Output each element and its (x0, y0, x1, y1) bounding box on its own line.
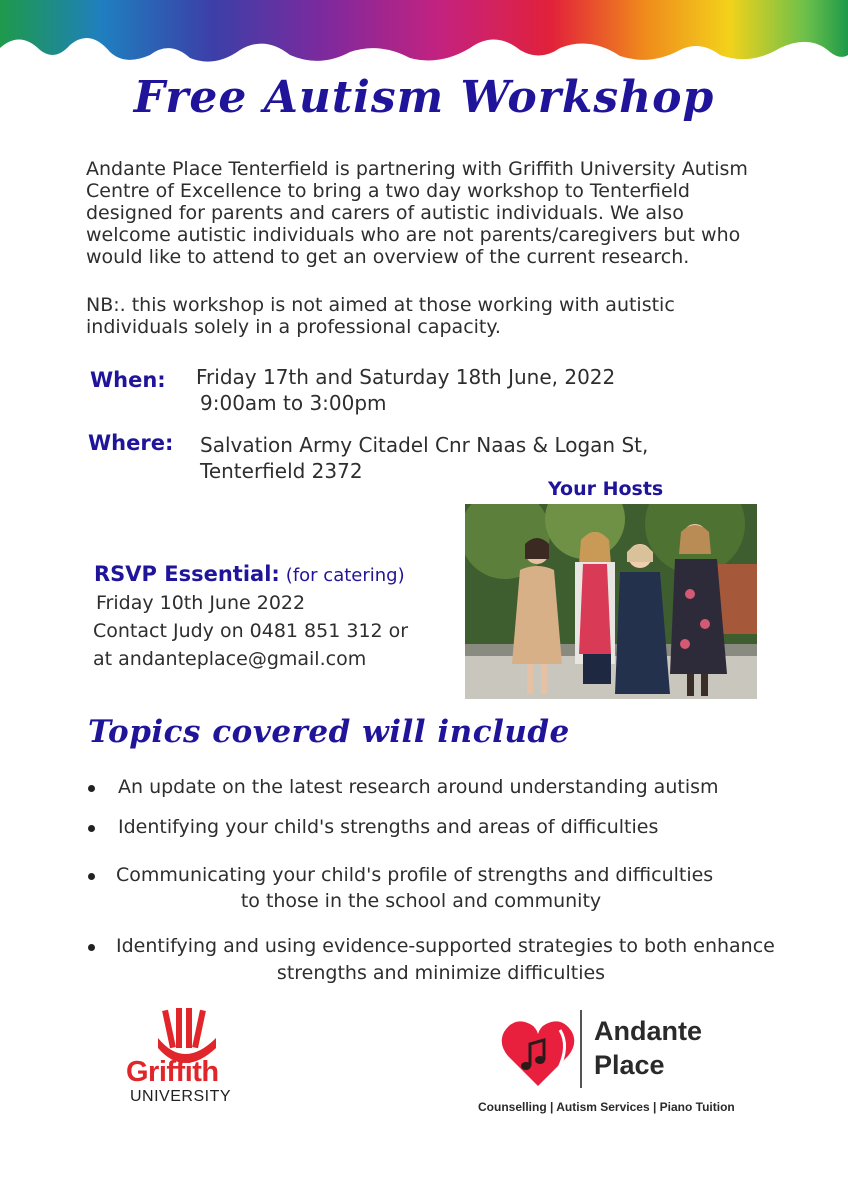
bullet-icon (88, 825, 95, 832)
where-town: Tenterfield 2372 (200, 459, 363, 483)
bullet-icon (88, 944, 95, 951)
rsvp-contact: Contact Judy on 0481 851 312 or (93, 620, 409, 642)
topic-item: An update on the latest research around understanding autism (118, 776, 719, 798)
topic-item: Identifying and using evidence-supported strategies to both enhance (116, 935, 775, 957)
note-line: NB:. this workshop is not aimed at those working with autistic (86, 294, 675, 316)
topic-item-continued: strengths and minimize difficulties (276, 962, 606, 984)
andante-wordmark-line2: Place (594, 1050, 665, 1080)
bullet-icon (88, 785, 95, 792)
bullet-icon (88, 873, 95, 880)
when-dates: Friday 17th and Saturday 18th June, 2022 (196, 365, 616, 389)
where-label: Where: (88, 431, 174, 455)
andante-place-logo (478, 1010, 778, 1120)
topic-item-continued: to those in the school and community (240, 890, 602, 912)
intro-line: welcome autistic individuals who are not parents/caregivers but who (86, 224, 741, 246)
page-title: Free Autism Workshop (133, 72, 715, 123)
griffith-university-logo (122, 1008, 252, 1108)
intro-line: designed for parents and carers of autistic individuals. We also (86, 202, 684, 224)
andante-wordmark-line1: Andante (594, 1016, 702, 1046)
hosts-photo (465, 504, 757, 699)
rsvp-email: at andanteplace@gmail.com (93, 648, 367, 670)
rsvp-heading (94, 562, 405, 586)
intro-paragraph (86, 158, 786, 268)
andante-tagline: Counselling | Autism Services | Piano Tuition (478, 1100, 735, 1114)
intro-line: Centre of Excellence to bring a two day workshop to Tenterfield (86, 180, 690, 202)
intro-line: would like to attend to get an overview of the current research. (86, 246, 690, 268)
rainbow-header-banner (0, 0, 848, 80)
topic-item: Identifying your child's strengths and areas of difficulties (118, 816, 659, 838)
note-line: individuals solely in a professional capacity. (86, 316, 501, 338)
topics-title: Topics covered will include (88, 714, 570, 750)
logo-divider (580, 1010, 582, 1088)
rsvp-label: RSVP Essential: (94, 562, 280, 586)
heart-music-icon (498, 1014, 578, 1094)
rsvp-date: Friday 10th June 2022 (96, 592, 306, 614)
intro-line: Andante Place Tenterfield is partnering with Griffith University Autism (86, 158, 748, 180)
griffith-wordmark: Griffith (126, 1056, 219, 1088)
when-times: 9:00am to 3:00pm (200, 391, 387, 415)
where-address: Salvation Army Citadel Cnr Naas & Logan St, (200, 433, 649, 457)
hosts-title: Your Hosts (548, 478, 664, 500)
note-paragraph (86, 294, 786, 338)
griffith-subtitle: UNIVERSITY (130, 1088, 232, 1105)
topic-item: Communicating your child's profile of strengths and difficulties (116, 864, 714, 886)
rsvp-note: (for catering) (285, 565, 405, 586)
when-label: When: (90, 368, 166, 392)
